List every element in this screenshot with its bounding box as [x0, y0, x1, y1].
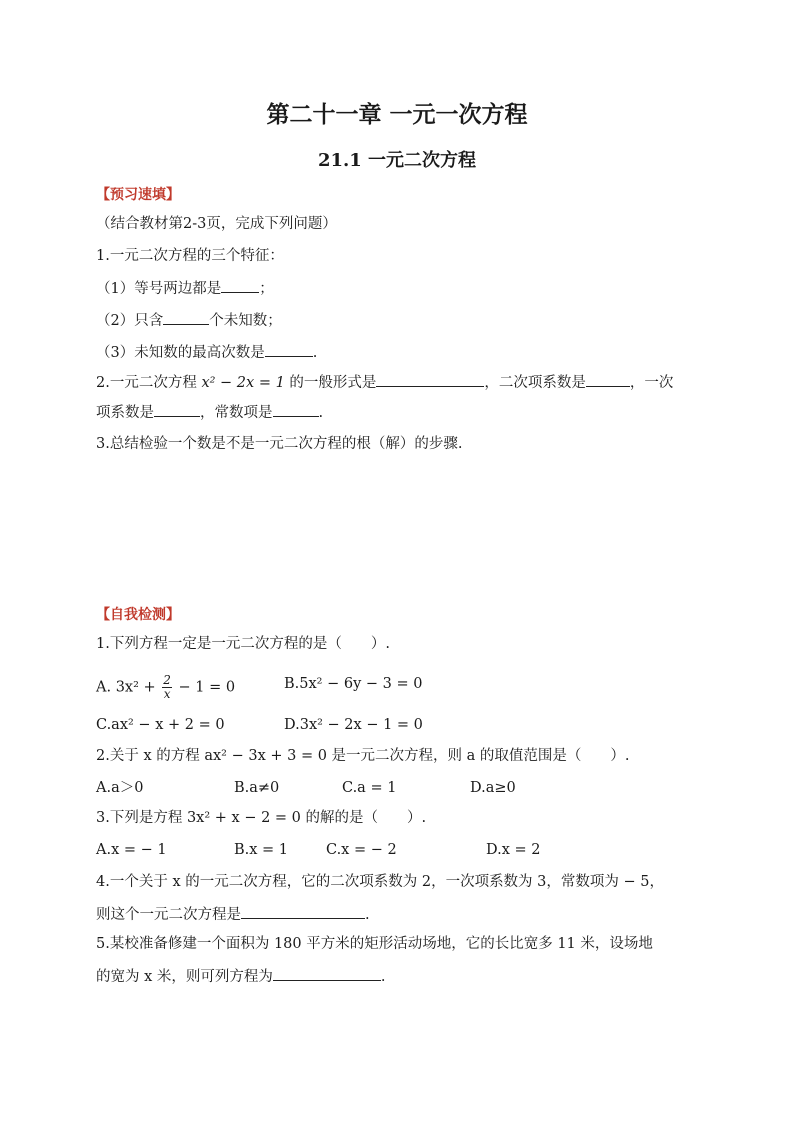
selfcheck-q4-line1: 4.一个关于 x 的一元二次方程，它的二次项系数为 2，一次项系数为 3，常数项为 − 5， — [96, 874, 664, 890]
answer-blank[interactable] — [273, 402, 319, 417]
q4-suffix: . — [365, 907, 370, 923]
q1c-text: （3）未知数的最高次数是 — [96, 345, 265, 361]
preview-q1a — [96, 278, 274, 299]
q1b-suffix: 个未知数； — [209, 313, 282, 329]
preview-q1: 1.一元二次方程的三个特征： — [96, 248, 284, 264]
q2-option-d[interactable]: D.a≥0 — [470, 780, 516, 796]
q2-option-b[interactable]: B.a≠0 — [234, 780, 280, 796]
fraction — [162, 674, 172, 701]
answer-blank[interactable] — [221, 278, 259, 293]
selfcheck-q5-line1: 5.某校准备修建一个面积为 180 平方米的矩形活动场地，它的长比宽多 11 米，设场地 — [96, 936, 653, 952]
chapter-title: 第二十一章 一元一次方程 — [266, 101, 528, 128]
selfcheck-q2: 2.关于 x 的方程 ax² − 3x + 3 = 0 是一元二次方程，则 a 的取值范围是（ ）. — [96, 748, 630, 764]
q2-prefix: 2.一元二次方程 — [96, 375, 202, 391]
preview-intro: （结合教材第2-3页，完成下列问题） — [96, 216, 337, 232]
answer-blank[interactable] — [265, 342, 313, 357]
preview-q2-line1 — [96, 372, 673, 393]
q4-text: 则这个一元二次方程是 — [96, 907, 241, 923]
q3-option-a[interactable]: A.x = − 1 — [96, 842, 167, 858]
selfcheck-q5-line2 — [96, 966, 386, 987]
fraction-denominator: x — [163, 687, 171, 701]
answer-blank[interactable] — [273, 966, 381, 981]
preview-q3: 3.总结检验一个数是不是一元二次方程的根（解）的步骤. — [96, 436, 463, 452]
answer-blank[interactable] — [163, 310, 209, 325]
preview-q1b — [96, 310, 282, 331]
q2-option-c[interactable]: C.a = 1 — [342, 780, 397, 796]
selfcheck-heading: 【自我检测】 — [96, 607, 180, 623]
answer-blank[interactable] — [586, 372, 630, 387]
q3-option-c[interactable]: C.x = − 2 — [326, 842, 397, 858]
q3-option-b[interactable]: B.x = 1 — [234, 842, 289, 858]
preview-q1c — [96, 342, 317, 363]
selfcheck-q1: 1.下列方程一定是一元二次方程的是（ ）. — [96, 636, 390, 652]
answer-blank[interactable] — [154, 402, 200, 417]
preview-q2-line2 — [96, 402, 323, 423]
q1-option-a[interactable] — [96, 674, 235, 701]
q2-text-d: 项系数是 — [96, 405, 154, 421]
q1c-suffix: . — [312, 345, 318, 361]
q1-option-a-suffix: − 1 = 0 — [173, 679, 236, 696]
q1a-text: （1）等号两边都是 — [96, 281, 222, 297]
q2-text-c: ，一次 — [629, 375, 674, 391]
q2-text-e: ，常数项是 — [200, 405, 273, 421]
selfcheck-q3: 3.下列是方程 3x² + x − 2 = 0 的解的是（ ）. — [96, 810, 427, 826]
q5-text: 的宽为 x 米，则可列方程为 — [96, 969, 273, 985]
q2-option-a[interactable]: A.a＞0 — [96, 780, 144, 796]
q2-equation: x² − 2x = 1 — [201, 375, 285, 391]
answer-blank[interactable] — [376, 372, 484, 387]
selfcheck-q4-line2 — [96, 904, 370, 925]
section-title: 21.1 一元二次方程 — [317, 150, 477, 171]
q2-text-f: . — [318, 405, 324, 421]
q2-text-b: ，二次项系数是 — [484, 375, 586, 391]
q3-option-d[interactable]: D.x = 2 — [486, 842, 541, 858]
q1-option-b[interactable]: B.5x² − 6y − 3 = 0 — [284, 676, 423, 692]
q1b-text: （2）只含 — [96, 313, 164, 329]
q1-option-a-text: A. 3x² + — [96, 679, 161, 696]
q1-option-d[interactable]: D.3x² − 2x − 1 = 0 — [284, 717, 423, 733]
preview-heading: 【预习速填】 — [96, 187, 180, 203]
fraction-numerator: 2 — [163, 673, 171, 687]
q1-option-c[interactable]: C.ax² − x + 2 = 0 — [96, 717, 225, 733]
q5-suffix: . — [380, 969, 386, 985]
q1a-suffix: ； — [259, 281, 274, 297]
answer-blank[interactable] — [241, 904, 365, 919]
q2-text-a: 的一般形式是 — [284, 375, 377, 391]
